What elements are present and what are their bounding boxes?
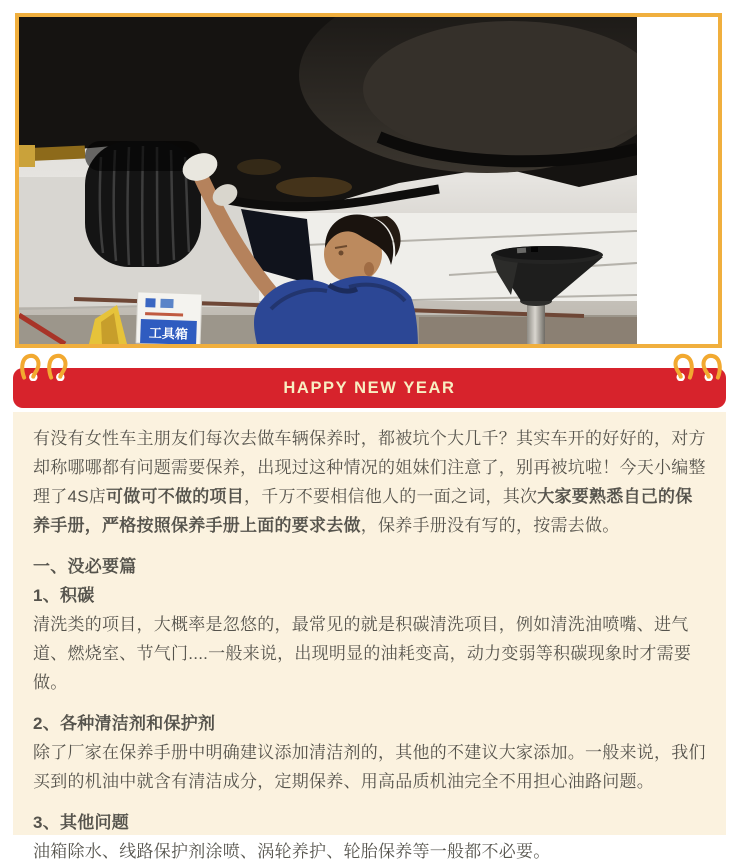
article-content — [13, 412, 726, 861]
blue-uniform — [254, 276, 418, 344]
section-body: 清洗类的项目，大概率是忽悠的，最常见的就是积碳清洗项目，例如清洗油喷嘴、进气道、燃烧室、节气门....一般来说，出现明显的油耗变高，动力变弱等积碳现象时才需要做。 — [33, 615, 692, 692]
section-body: 油箱除水、线路保护剂涂喷、涡轮养护、轮胎保养等一般都不必要。 — [33, 842, 551, 861]
sign-logo-icon — [160, 299, 173, 308]
sign-logo-icon — [145, 298, 155, 307]
intro-paragraph: 有没有女性车主朋友们每次去做车辆保养时，都被坑个大几千？其实车开的好好的，对方却称哪哪都有问题需要保养，出现过这种情况的姐妹们注意了，别再被坑啦！今天小编整理了4S店可做可不做的项目，千万不要相信他人的一面之词，其次大家要熟悉自己的保养手册，严格按照保养手册上面的要求去做，保养手册没有写的，按需去做。 — [33, 429, 706, 535]
binder-ring-icon — [672, 353, 694, 381]
toolbox-signboard — [136, 292, 202, 344]
article-section — [33, 552, 706, 697]
section-heading: 一、没必要篇 — [33, 557, 137, 576]
article-section — [33, 709, 706, 796]
new-year-banner — [13, 368, 726, 408]
article-section — [33, 808, 706, 866]
binder-ring-icon — [700, 353, 722, 381]
section-subheading: 3、其他问题 — [33, 813, 129, 832]
photo-frame — [15, 13, 722, 348]
binder-ring-icon — [20, 353, 42, 381]
car-maintenance-photo — [19, 17, 637, 344]
photo-right-whitespace — [637, 17, 718, 344]
tire — [85, 141, 201, 267]
section-subheading: 2、各种清洁剂和保护剂 — [33, 714, 216, 733]
section-body: 除了厂家在保养手册中明确建议添加清洁剂的，其他的不建议大家添加。一般来说，我们买到的机油中就含有清洁成分，定期保养、用高品质机油完全不用担心油路问题。 — [33, 743, 706, 791]
section-subheading: 1、积碳 — [33, 586, 95, 605]
banner-title: HAPPY NEW YEAR — [283, 378, 456, 397]
signboard-label: 工具箱 — [148, 325, 189, 342]
binder-ring-icon — [47, 353, 69, 381]
